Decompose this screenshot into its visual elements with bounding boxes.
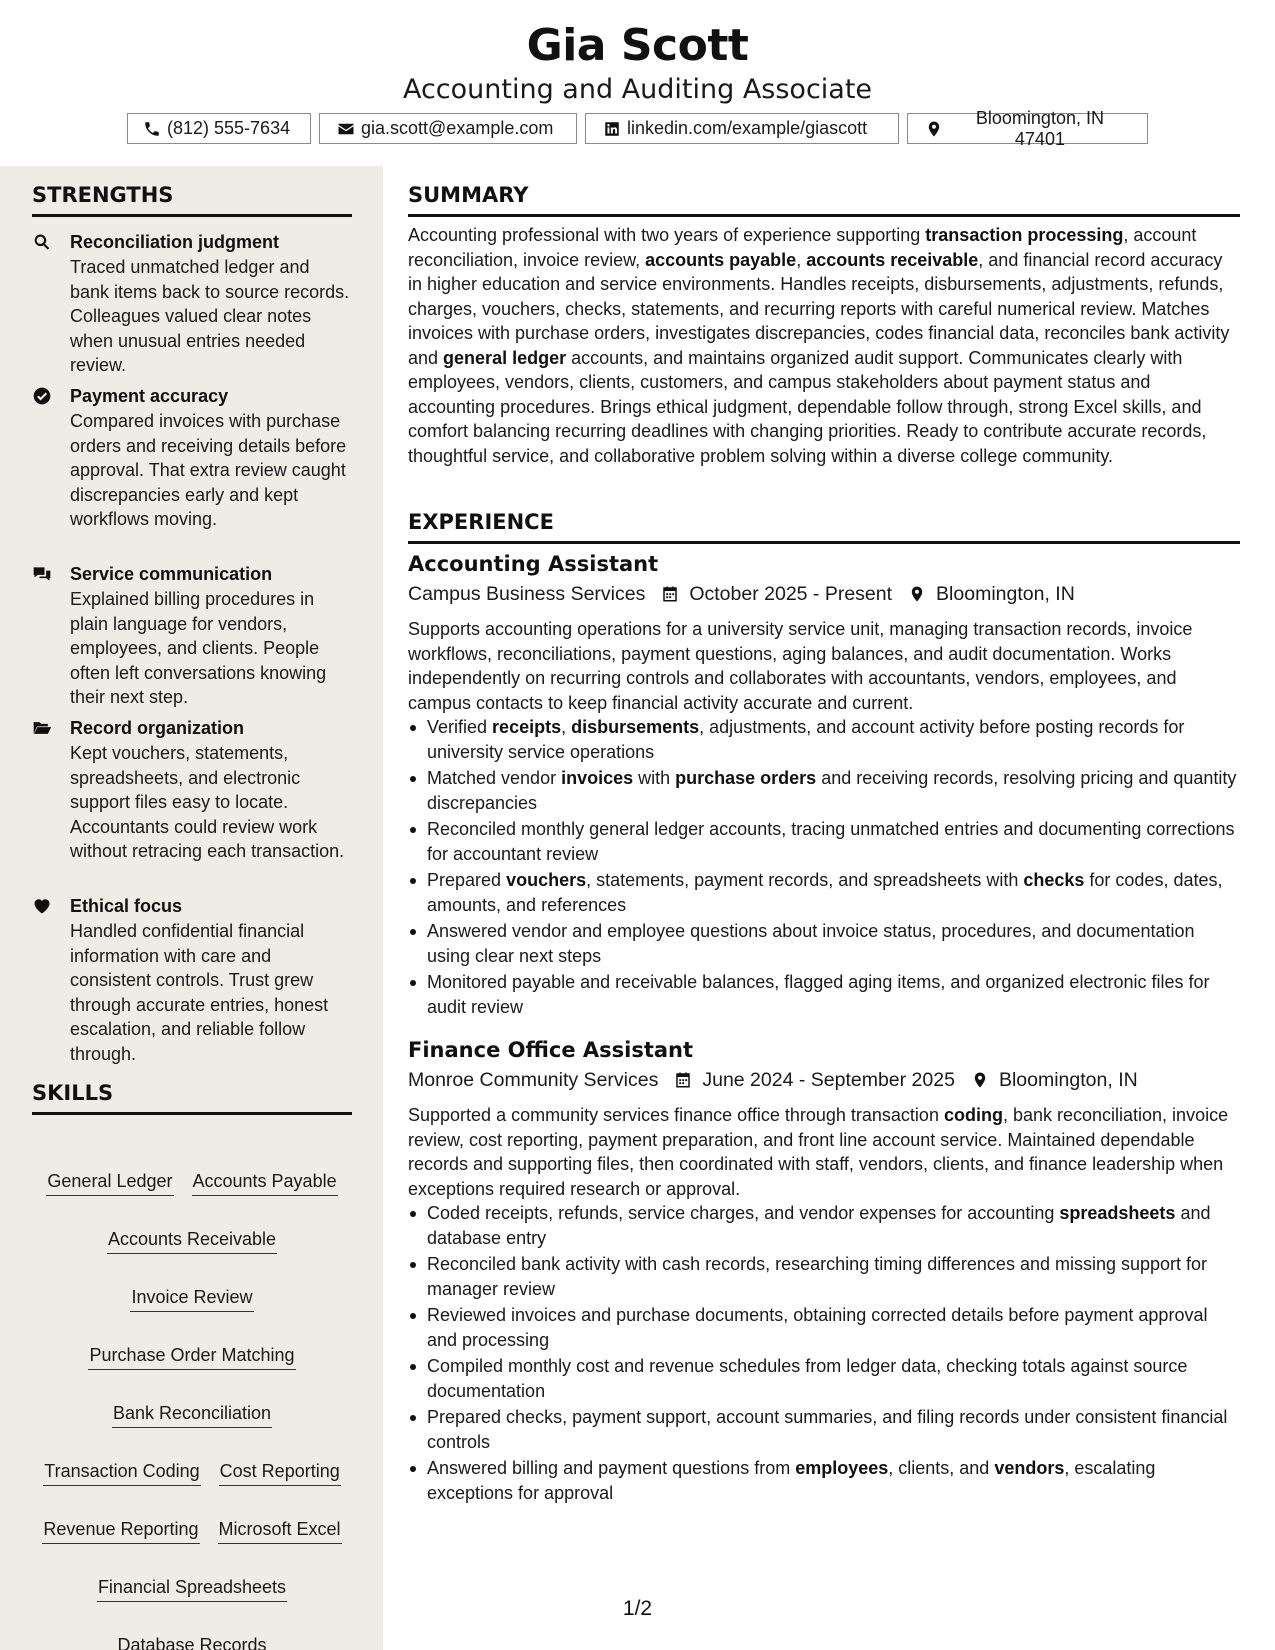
list-item: Coded receipts, refunds, service charges, and vendor expenses for accounting spreadsheets and database entry: [408, 1201, 1240, 1250]
envelope-icon: [336, 119, 356, 139]
contact-bar: [0, 107, 1275, 149]
list-item: Reviewed invoices and purchase documents, obtaining corrected details before payment approval and processing: [408, 1303, 1240, 1352]
location-text: Bloomington, IN 47401: [975, 107, 1104, 149]
strength-title: Reconciliation judgment: [70, 232, 280, 252]
skills-heading: SKILLS: [32, 1080, 352, 1115]
magnifier-icon: [32, 232, 54, 254]
skill-tag: Accounts Payable: [192, 1170, 338, 1196]
job-meta: [408, 1067, 1138, 1093]
linkedin-icon: [602, 119, 622, 139]
job-bullets: [408, 1201, 1240, 1507]
chat-bubbles-icon: [32, 564, 54, 586]
skill-tag: Financial Spreadsheets: [97, 1576, 287, 1602]
skill-tag: Invoice Review: [130, 1286, 253, 1312]
skill-tag: Microsoft Excel: [218, 1518, 342, 1544]
skill-tag: General Ledger: [46, 1170, 173, 1196]
candidate-headline: Accounting and Auditing Associate: [402, 74, 873, 105]
calendar-icon: [659, 583, 681, 605]
map-pin-icon: [924, 119, 944, 139]
map-pin-icon: [969, 1069, 991, 1091]
linkedin-text: linkedin.com/example/giascott: [627, 118, 868, 138]
job-description: Supported a community services finance office through transaction coding, bank reconciliation, invoice review, cost reporting, payment preparation, and front line account service. Maintained dependable records and supporting files, then coordinated with staff, vendors, clients, and finance leadership when exceptions required research or approval.: [408, 1105, 1229, 1199]
experience-heading: EXPERIENCE: [408, 509, 1240, 544]
phone-text: (812) 555-7634: [167, 118, 291, 138]
strength-description: Compared invoices with purchase orders and receiving details before approval. That extra review caught discrepancies early and kept workflows moving.: [70, 411, 347, 529]
list-item: Reconciled bank activity with cash records, researching timing differences and missing support for manager review: [408, 1252, 1240, 1301]
resume-header: [0, 0, 1275, 166]
list-item: Compiled monthly cost and revenue schedules from ledger data, checking totals against source documentation: [408, 1354, 1240, 1403]
skills-list: [32, 1170, 352, 1650]
job-bullets: [408, 715, 1240, 1021]
job-meta: [408, 581, 1075, 607]
skill-tag: Bank Reconciliation: [112, 1402, 272, 1428]
calendar-icon: [672, 1069, 694, 1091]
contact-location: [907, 107, 1148, 149]
summary-heading: SUMMARY: [408, 182, 1240, 217]
strength-description: Handled confidential financial information with care and consistent controls. Trust grew through accurate entries, honest escalation, and reliable follow through.: [70, 921, 329, 1064]
skill-tag: Database Records: [116, 1634, 267, 1650]
strength-title: Payment accuracy: [70, 386, 229, 406]
phone-icon: [142, 119, 162, 139]
list-item: Verified receipts, disbursements, adjustments, and account activity before posting records for university service operations: [408, 715, 1240, 764]
job-location: Bloomington, IN: [936, 583, 1075, 605]
strength-description: Traced unmatched ledger and bank items back to source records. Colleagues valued clear notes when unusual entries needed review.: [70, 257, 350, 375]
list-item: Answered vendor and employee questions about invoice status, procedures, and documentation using clear next steps: [408, 919, 1240, 968]
skill-tag: Accounts Receivable: [107, 1228, 277, 1254]
map-pin-icon: [906, 583, 928, 605]
strength-title: Service communication: [70, 564, 273, 584]
candidate-name: Gia Scott: [526, 20, 749, 71]
job-description: Supports accounting operations for a university service unit, managing transaction records, invoice workflows, reconciliations, payment questions, aging balances, and audit documentation. Works independently on recurring controls and collaborates with accountants, vendors, employees, and campus contacts to keep financial activity accurate and current.: [408, 619, 1193, 713]
job-company: Campus Business Services: [408, 583, 646, 605]
contact-email[interactable]: [319, 113, 577, 144]
list-item: Answered billing and payment questions from employees, clients, and vendors, escalating exceptions for approval: [408, 1456, 1240, 1505]
job-title: Finance Office Assistant: [408, 1038, 694, 1062]
skill-tag: Cost Reporting: [219, 1460, 341, 1486]
contact-phone: [127, 113, 311, 144]
heart-icon: [32, 896, 54, 918]
skill-tag: Revenue Reporting: [42, 1518, 199, 1544]
summary-text: Accounting professional with two years of experience supporting transaction processing, account reconciliation, invoice review, accounts payable, accounts receivable, and financial record accuracy in higher education and service environments. Handles receipts, disbursements, adjustments, refunds, charges, vouchers, checks, statements, and recurring reports with careful numerical review. Matches invoices with purchase orders, investigates discrepancies, codes financial data, reconciles bank activity and general ledger accounts, and maintains organized audit support. Communicates clearly with employees, vendors, clients, customers, and campus stakeholders about payment status and accounting procedures. Brings ethical judgment, dependable follow through, strong Excel skills, and comfort balancing recurring deadlines with changing priorities. Ready to contribute accurate records, thoughtful service, and collaborative problem solving within a diverse college community.: [408, 225, 1230, 466]
contact-linkedin[interactable]: [585, 113, 899, 144]
list-item: Monitored payable and receivable balances, flagged aging items, and organized electronic files for audit review: [408, 970, 1240, 1019]
email-text: gia.scott@example.com: [361, 118, 554, 138]
skill-tag: Purchase Order Matching: [88, 1344, 295, 1370]
strength-description: Explained billing procedures in plain language for vendors, employees, and clients. People often left conversations knowing their next step.: [70, 589, 327, 707]
list-item: Reconciled monthly general ledger accounts, tracing unmatched entries and documenting corrections for accountant review: [408, 817, 1240, 866]
job-dates: October 2025 - Present: [689, 583, 893, 605]
job-location: Bloomington, IN: [998, 1069, 1138, 1091]
strength-title: Ethical focus: [70, 896, 183, 916]
folder-open-icon: [32, 718, 54, 740]
check-circle-icon: [32, 386, 54, 408]
strengths-heading: STRENGTHS: [32, 182, 352, 217]
strength-description: Kept vouchers, statements, spreadsheets, and electronic support files easy to locate. Accountants could review work without retracing each transaction.: [70, 743, 345, 861]
strength-title: Record organization: [70, 718, 245, 738]
list-item: Prepared checks, payment support, account summaries, and filing records under consistent financial controls: [408, 1405, 1240, 1454]
list-item: Matched vendor invoices with purchase orders and receiving records, resolving pricing and quantity discrepancies: [408, 766, 1240, 815]
page-number: 1/2: [622, 1597, 653, 1620]
skill-tag: Transaction Coding: [43, 1460, 200, 1486]
job-company: Monroe Community Services: [408, 1069, 659, 1091]
list-item: Prepared vouchers, statements, payment records, and spreadsheets with checks for codes, dates, amounts, and references: [408, 868, 1240, 917]
job-dates: June 2024 - September 2025: [702, 1069, 955, 1091]
job-title: Accounting Assistant: [408, 552, 659, 576]
